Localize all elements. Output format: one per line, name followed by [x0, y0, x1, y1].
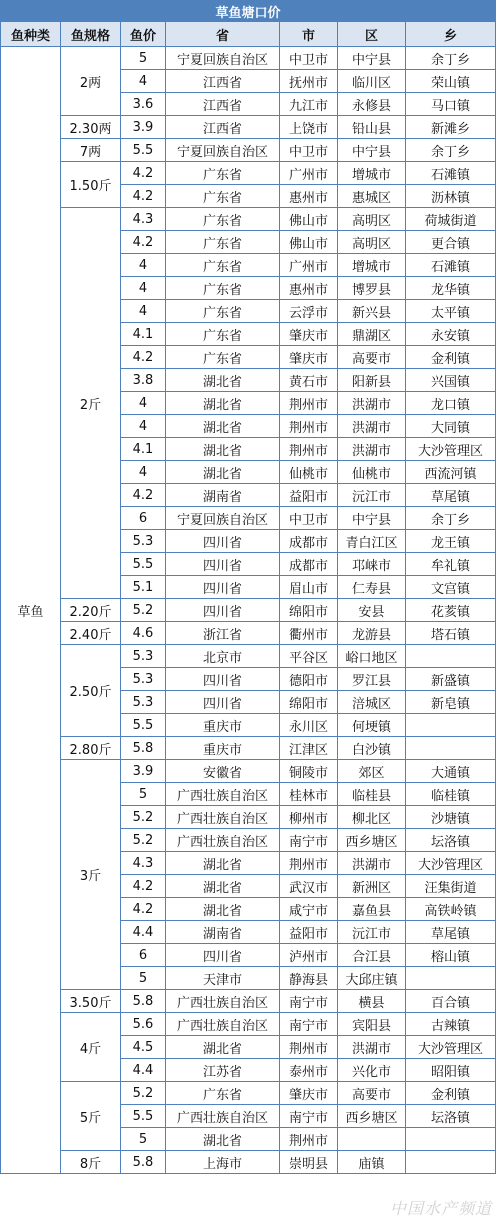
province-cell: 浙江省: [166, 622, 280, 645]
province-cell: 江苏省: [166, 1059, 280, 1082]
township-cell: 金利镇: [406, 1082, 496, 1105]
species-cell: 草鱼: [1, 47, 61, 1174]
city-cell: 仙桃市: [280, 461, 338, 484]
price-cell: 3.9: [121, 760, 166, 783]
table-row: [1, 162, 496, 185]
province-cell: 四川省: [166, 530, 280, 553]
township-cell: 文宫镇: [406, 576, 496, 599]
district-cell: 宾阳县: [338, 1013, 406, 1036]
table-title: 草鱼塘口价: [1, 1, 496, 22]
spec-cell: 2.40斤: [61, 622, 121, 645]
township-cell: 沙塘镇: [406, 806, 496, 829]
province-cell: 广东省: [166, 162, 280, 185]
township-cell: 牟礼镇: [406, 553, 496, 576]
table-title-row: [1, 1, 496, 22]
table-row: [1, 1013, 496, 1036]
township-cell: 余丁乡: [406, 47, 496, 70]
township-cell: 兴国镇: [406, 369, 496, 392]
city-cell: 佛山市: [280, 231, 338, 254]
price-cell: 5.2: [121, 829, 166, 852]
price-cell: 6: [121, 944, 166, 967]
district-cell: 洪湖市: [338, 438, 406, 461]
district-cell: 安县: [338, 599, 406, 622]
district-cell: 高明区: [338, 208, 406, 231]
table-header-row: [1, 22, 496, 47]
township-cell: 西流河镇: [406, 461, 496, 484]
header-price: 鱼价: [121, 22, 166, 47]
township-cell: 余丁乡: [406, 139, 496, 162]
province-cell: 湖北省: [166, 438, 280, 461]
province-cell: 四川省: [166, 691, 280, 714]
district-cell: 西乡塘区: [338, 829, 406, 852]
province-cell: 湖北省: [166, 1128, 280, 1151]
city-cell: 南宁市: [280, 1105, 338, 1128]
table-row: [1, 645, 496, 668]
province-cell: 四川省: [166, 553, 280, 576]
township-cell: 金利镇: [406, 346, 496, 369]
city-cell: 泸州市: [280, 944, 338, 967]
spec-cell: 2斤: [61, 208, 121, 599]
price-cell: 4: [121, 70, 166, 93]
table-row: [1, 116, 496, 139]
city-cell: 桂林市: [280, 783, 338, 806]
province-cell: 广东省: [166, 185, 280, 208]
city-cell: 南宁市: [280, 829, 338, 852]
watermark: 中国水产频道: [389, 1199, 492, 1218]
township-cell: 花荄镇: [406, 599, 496, 622]
price-cell: 4.4: [121, 921, 166, 944]
price-cell: 5.3: [121, 691, 166, 714]
spec-cell: 4斤: [61, 1013, 121, 1082]
province-cell: 宁夏回族自治区: [166, 139, 280, 162]
city-cell: 铜陵市: [280, 760, 338, 783]
price-cell: 4.3: [121, 852, 166, 875]
spec-cell: 7两: [61, 139, 121, 162]
price-cell: 4.2: [121, 185, 166, 208]
province-cell: 安徽省: [166, 760, 280, 783]
table-row: [1, 622, 496, 645]
district-cell: 大邱庄镇: [338, 967, 406, 990]
district-cell: 博罗县: [338, 277, 406, 300]
spec-cell: 1.50斤: [61, 162, 121, 208]
district-cell: 增城市: [338, 162, 406, 185]
city-cell: 柳州市: [280, 806, 338, 829]
district-cell: 临川区: [338, 70, 406, 93]
province-cell: 湖南省: [166, 921, 280, 944]
district-cell: 洪湖市: [338, 392, 406, 415]
city-cell: 肇庆市: [280, 323, 338, 346]
township-cell: 余丁乡: [406, 507, 496, 530]
city-cell: 崇明县: [280, 1151, 338, 1174]
price-cell: 4.4: [121, 1059, 166, 1082]
district-cell: 高明区: [338, 231, 406, 254]
city-cell: 武汉市: [280, 875, 338, 898]
city-cell: 上饶市: [280, 116, 338, 139]
city-cell: 绵阳市: [280, 599, 338, 622]
province-cell: 湖北省: [166, 461, 280, 484]
price-cell: 5.5: [121, 1105, 166, 1128]
header-species: 鱼种类: [1, 22, 61, 47]
province-cell: 广西壮族自治区: [166, 829, 280, 852]
township-cell: 百合镇: [406, 990, 496, 1013]
district-cell: 横县: [338, 990, 406, 1013]
table-row: [1, 760, 496, 783]
township-cell: 榕山镇: [406, 944, 496, 967]
price-cell: 4.2: [121, 898, 166, 921]
township-cell: 荣山镇: [406, 70, 496, 93]
table-row: [1, 47, 496, 70]
price-cell: 5.8: [121, 1151, 166, 1174]
price-cell: 6: [121, 507, 166, 530]
price-cell: 5: [121, 47, 166, 70]
price-cell: 4: [121, 300, 166, 323]
township-cell: 更合镇: [406, 231, 496, 254]
township-cell: 马口镇: [406, 93, 496, 116]
spec-cell: 2.20斤: [61, 599, 121, 622]
township-cell: [406, 1151, 496, 1174]
province-cell: 广东省: [166, 346, 280, 369]
header-province: 省: [166, 22, 280, 47]
price-cell: 4.1: [121, 323, 166, 346]
province-cell: 湖北省: [166, 898, 280, 921]
header-spec: 鱼规格: [61, 22, 121, 47]
city-cell: 惠州市: [280, 185, 338, 208]
district-cell: 鼎湖区: [338, 323, 406, 346]
price-cell: 5.3: [121, 645, 166, 668]
city-cell: 肇庆市: [280, 1082, 338, 1105]
township-cell: 坛洛镇: [406, 1105, 496, 1128]
province-cell: 湖北省: [166, 415, 280, 438]
township-cell: 新皂镇: [406, 691, 496, 714]
price-cell: 4.2: [121, 484, 166, 507]
province-cell: 重庆市: [166, 737, 280, 760]
province-cell: 江西省: [166, 93, 280, 116]
township-cell: 大沙管理区: [406, 1036, 496, 1059]
township-cell: 大通镇: [406, 760, 496, 783]
township-cell: 太平镇: [406, 300, 496, 323]
city-cell: 荆州市: [280, 438, 338, 461]
header-township: 乡: [406, 22, 496, 47]
township-cell: 古辣镇: [406, 1013, 496, 1036]
province-cell: 广西壮族自治区: [166, 1105, 280, 1128]
township-cell: 草尾镇: [406, 484, 496, 507]
district-cell: 增城市: [338, 254, 406, 277]
table-row: [1, 1151, 496, 1174]
district-cell: 龙游县: [338, 622, 406, 645]
spec-cell: 3斤: [61, 760, 121, 990]
district-cell: 沅江市: [338, 484, 406, 507]
price-cell: 5.2: [121, 1082, 166, 1105]
price-cell: 4.1: [121, 438, 166, 461]
district-cell: 罗江县: [338, 668, 406, 691]
province-cell: 广东省: [166, 300, 280, 323]
city-cell: 惠州市: [280, 277, 338, 300]
district-cell: 洪湖市: [338, 415, 406, 438]
township-cell: 龙王镇: [406, 530, 496, 553]
province-cell: 湖北省: [166, 369, 280, 392]
price-cell: 5.8: [121, 990, 166, 1013]
spec-cell: 2.50斤: [61, 645, 121, 737]
table-row: [1, 208, 496, 231]
price-cell: 5.8: [121, 737, 166, 760]
province-cell: 上海市: [166, 1151, 280, 1174]
city-cell: 南宁市: [280, 1013, 338, 1036]
township-cell: 草尾镇: [406, 921, 496, 944]
district-cell: 涪城区: [338, 691, 406, 714]
price-cell: 5: [121, 1128, 166, 1151]
district-cell: 临桂县: [338, 783, 406, 806]
township-cell: [406, 714, 496, 737]
city-cell: 广州市: [280, 254, 338, 277]
table-row: [1, 990, 496, 1013]
district-cell: 高要市: [338, 1082, 406, 1105]
province-cell: 江西省: [166, 116, 280, 139]
district-cell: 洪湖市: [338, 1036, 406, 1059]
province-cell: 四川省: [166, 668, 280, 691]
district-cell: 合江县: [338, 944, 406, 967]
district-cell: 永修县: [338, 93, 406, 116]
city-cell: 江津区: [280, 737, 338, 760]
district-cell: 西乡塘区: [338, 1105, 406, 1128]
district-cell: [338, 1128, 406, 1151]
district-cell: 兴化市: [338, 1059, 406, 1082]
province-cell: 广东省: [166, 277, 280, 300]
district-cell: 铅山县: [338, 116, 406, 139]
price-cell: 3.6: [121, 93, 166, 116]
district-cell: 仁寿县: [338, 576, 406, 599]
township-cell: [406, 1128, 496, 1151]
table-body: [1, 47, 496, 1174]
price-cell: 4.5: [121, 1036, 166, 1059]
province-cell: 四川省: [166, 944, 280, 967]
township-cell: 昭阳镇: [406, 1059, 496, 1082]
city-cell: 益阳市: [280, 921, 338, 944]
table-row: [1, 1082, 496, 1105]
city-cell: 荆州市: [280, 1036, 338, 1059]
city-cell: 眉山市: [280, 576, 338, 599]
city-cell: 荆州市: [280, 852, 338, 875]
district-cell: 何埂镇: [338, 714, 406, 737]
district-cell: 中宁县: [338, 47, 406, 70]
city-cell: 中卫市: [280, 507, 338, 530]
district-cell: 峪口地区: [338, 645, 406, 668]
district-cell: 柳北区: [338, 806, 406, 829]
province-cell: 四川省: [166, 576, 280, 599]
price-cell: 5: [121, 783, 166, 806]
spec-cell: 8斤: [61, 1151, 121, 1174]
header-district: 区: [338, 22, 406, 47]
district-cell: 郊区: [338, 760, 406, 783]
spec-cell: 2.30两: [61, 116, 121, 139]
city-cell: 佛山市: [280, 208, 338, 231]
township-cell: [406, 967, 496, 990]
district-cell: 惠城区: [338, 185, 406, 208]
township-cell: 高铁岭镇: [406, 898, 496, 921]
province-cell: 广东省: [166, 1082, 280, 1105]
township-cell: 大同镇: [406, 415, 496, 438]
province-cell: 湖北省: [166, 1036, 280, 1059]
city-cell: 荆州市: [280, 1128, 338, 1151]
district-cell: 庙镇: [338, 1151, 406, 1174]
province-cell: 广东省: [166, 231, 280, 254]
city-cell: 平谷区: [280, 645, 338, 668]
price-cell: 5.3: [121, 668, 166, 691]
price-cell: 5.5: [121, 714, 166, 737]
province-cell: 湖南省: [166, 484, 280, 507]
table-row: [1, 139, 496, 162]
city-cell: 益阳市: [280, 484, 338, 507]
city-cell: 肇庆市: [280, 346, 338, 369]
city-cell: 广州市: [280, 162, 338, 185]
price-cell: 4: [121, 392, 166, 415]
city-cell: 德阳市: [280, 668, 338, 691]
price-cell: 4.3: [121, 208, 166, 231]
township-cell: 坛洛镇: [406, 829, 496, 852]
price-cell: 5: [121, 967, 166, 990]
price-cell: 3.8: [121, 369, 166, 392]
city-cell: 抚州市: [280, 70, 338, 93]
township-cell: 石滩镇: [406, 254, 496, 277]
price-cell: 4: [121, 461, 166, 484]
price-cell: 4.2: [121, 875, 166, 898]
district-cell: 中宁县: [338, 139, 406, 162]
province-cell: 广东省: [166, 208, 280, 231]
price-cell: 3.9: [121, 116, 166, 139]
spec-cell: 2两: [61, 47, 121, 116]
city-cell: 绵阳市: [280, 691, 338, 714]
township-cell: 沥林镇: [406, 185, 496, 208]
province-cell: 天津市: [166, 967, 280, 990]
province-cell: 四川省: [166, 599, 280, 622]
province-cell: 广东省: [166, 323, 280, 346]
district-cell: 阳新县: [338, 369, 406, 392]
city-cell: 九江市: [280, 93, 338, 116]
township-cell: 新滩乡: [406, 116, 496, 139]
city-cell: 云浮市: [280, 300, 338, 323]
township-cell: 石滩镇: [406, 162, 496, 185]
city-cell: 荆州市: [280, 415, 338, 438]
city-cell: 成都市: [280, 530, 338, 553]
header-city: 市: [280, 22, 338, 47]
price-cell: 4.2: [121, 231, 166, 254]
city-cell: 成都市: [280, 553, 338, 576]
township-cell: 龙口镇: [406, 392, 496, 415]
city-cell: 黄石市: [280, 369, 338, 392]
city-cell: 咸宁市: [280, 898, 338, 921]
spec-cell: 3.50斤: [61, 990, 121, 1013]
province-cell: 宁夏回族自治区: [166, 47, 280, 70]
township-cell: [406, 645, 496, 668]
province-cell: 广东省: [166, 254, 280, 277]
city-cell: 静海县: [280, 967, 338, 990]
district-cell: 中宁县: [338, 507, 406, 530]
table-row: [1, 737, 496, 760]
township-cell: 龙华镇: [406, 277, 496, 300]
city-cell: 泰州市: [280, 1059, 338, 1082]
province-cell: 湖北省: [166, 875, 280, 898]
province-cell: 广西壮族自治区: [166, 783, 280, 806]
province-cell: 宁夏回族自治区: [166, 507, 280, 530]
price-cell: 4: [121, 415, 166, 438]
district-cell: 邛崃市: [338, 553, 406, 576]
province-cell: 重庆市: [166, 714, 280, 737]
township-cell: 新盛镇: [406, 668, 496, 691]
district-cell: 嘉鱼县: [338, 898, 406, 921]
township-cell: 临桂镇: [406, 783, 496, 806]
township-cell: 塔石镇: [406, 622, 496, 645]
township-cell: 大沙管理区: [406, 438, 496, 461]
township-cell: 汪集街道: [406, 875, 496, 898]
district-cell: 新洲区: [338, 875, 406, 898]
price-cell: 5.6: [121, 1013, 166, 1036]
province-cell: 湖北省: [166, 852, 280, 875]
city-cell: 中卫市: [280, 47, 338, 70]
township-cell: 永安镇: [406, 323, 496, 346]
city-cell: 永川区: [280, 714, 338, 737]
township-cell: 大沙管理区: [406, 852, 496, 875]
province-cell: 广西壮族自治区: [166, 990, 280, 1013]
district-cell: 新兴县: [338, 300, 406, 323]
district-cell: 洪湖市: [338, 852, 406, 875]
province-cell: 北京市: [166, 645, 280, 668]
table-row: [1, 599, 496, 622]
price-cell: 5.3: [121, 530, 166, 553]
price-cell: 5.1: [121, 576, 166, 599]
price-cell: 5.5: [121, 139, 166, 162]
province-cell: 广西壮族自治区: [166, 1013, 280, 1036]
city-cell: 衢州市: [280, 622, 338, 645]
province-cell: 广西壮族自治区: [166, 806, 280, 829]
price-cell: 4.2: [121, 346, 166, 369]
spec-cell: 5斤: [61, 1082, 121, 1151]
district-cell: 白沙镇: [338, 737, 406, 760]
price-cell: 5.2: [121, 806, 166, 829]
township-cell: 荷城街道: [406, 208, 496, 231]
price-cell: 4: [121, 277, 166, 300]
city-cell: 南宁市: [280, 990, 338, 1013]
township-cell: [406, 737, 496, 760]
price-cell: 5.5: [121, 553, 166, 576]
province-cell: 湖北省: [166, 392, 280, 415]
price-cell: 5.2: [121, 599, 166, 622]
city-cell: 荆州市: [280, 392, 338, 415]
spec-cell: 2.80斤: [61, 737, 121, 760]
price-cell: 4: [121, 254, 166, 277]
district-cell: 高要市: [338, 346, 406, 369]
district-cell: 仙桃市: [338, 461, 406, 484]
city-cell: 中卫市: [280, 139, 338, 162]
province-cell: 江西省: [166, 70, 280, 93]
price-cell: 4.6: [121, 622, 166, 645]
district-cell: 青白江区: [338, 530, 406, 553]
price-cell: 4.2: [121, 162, 166, 185]
district-cell: 沅江市: [338, 921, 406, 944]
